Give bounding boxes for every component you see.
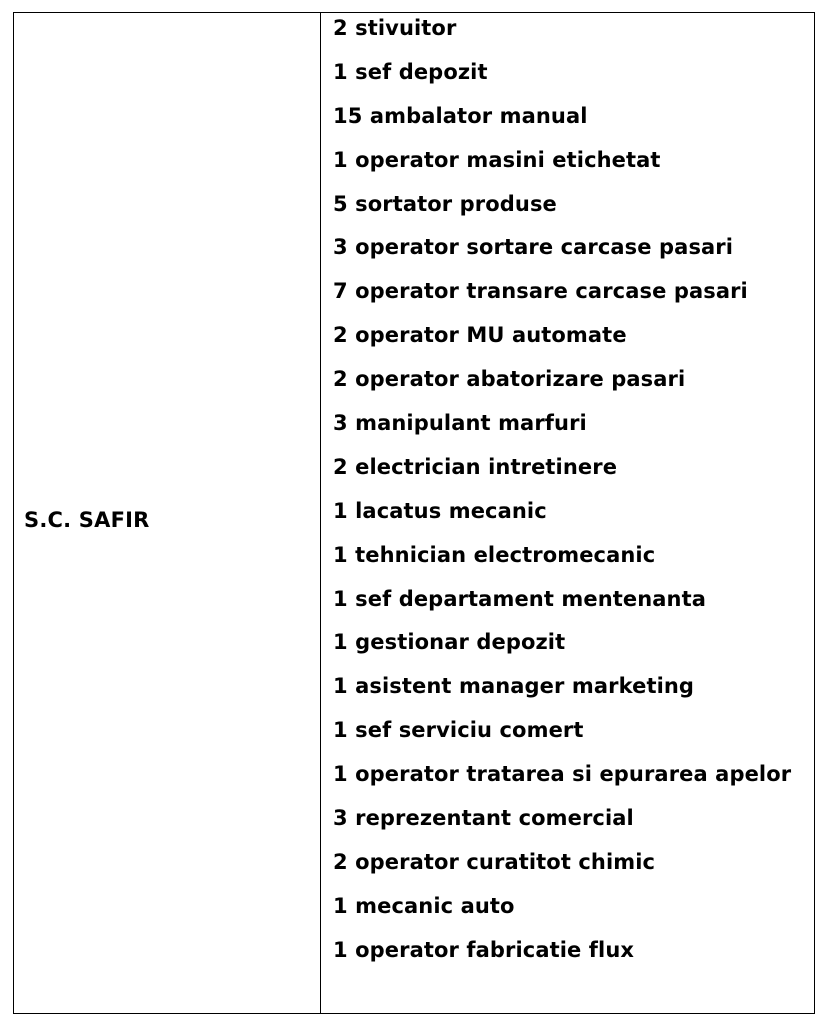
position-item: 2 stivuitor	[333, 16, 457, 40]
position-item: 1 sef depozit	[333, 59, 488, 84]
position-item: 15 ambalator manual	[333, 103, 588, 128]
position-item: 1 lacatus mecanic	[333, 498, 547, 523]
position-item: 1 sef departament mentenanta	[333, 586, 707, 611]
position-item: 1 gestionar depozit	[333, 630, 566, 655]
position-item: 1 operator masini etichetat	[333, 147, 661, 172]
position-item: 1 mecanic auto	[333, 893, 515, 918]
positions-list	[333, 15, 814, 981]
position-item: 2 electrician intretinere	[333, 454, 618, 479]
company-cell	[14, 13, 321, 1013]
position-item: 1 operator fabricatie flux	[333, 937, 635, 962]
position-item: 2 operator curatitot chimic	[333, 849, 656, 874]
company-name: S.C. SAFIR	[24, 508, 150, 532]
position-item: 1 operator tratarea si epurarea apelor	[333, 762, 792, 787]
position-item: 1 sef serviciu comert	[333, 718, 584, 743]
position-item: 1 tehnician electromecanic	[333, 542, 656, 567]
position-item: 2 operator abatorizare pasari	[333, 367, 686, 392]
position-item: 1 asistent manager marketing	[333, 674, 695, 699]
position-item: 2 operator MU automate	[333, 323, 627, 348]
position-item: 3 operator sortare carcase pasari	[333, 235, 734, 260]
position-item: 7 operator transare carcase pasari	[333, 279, 748, 304]
position-item: 3 manipulant marfuri	[333, 411, 587, 436]
job-table	[13, 12, 815, 1014]
positions-cell	[321, 13, 814, 1013]
position-item: 5 sortator produse	[333, 191, 557, 216]
position-item: 3 reprezentant comercial	[333, 806, 634, 831]
